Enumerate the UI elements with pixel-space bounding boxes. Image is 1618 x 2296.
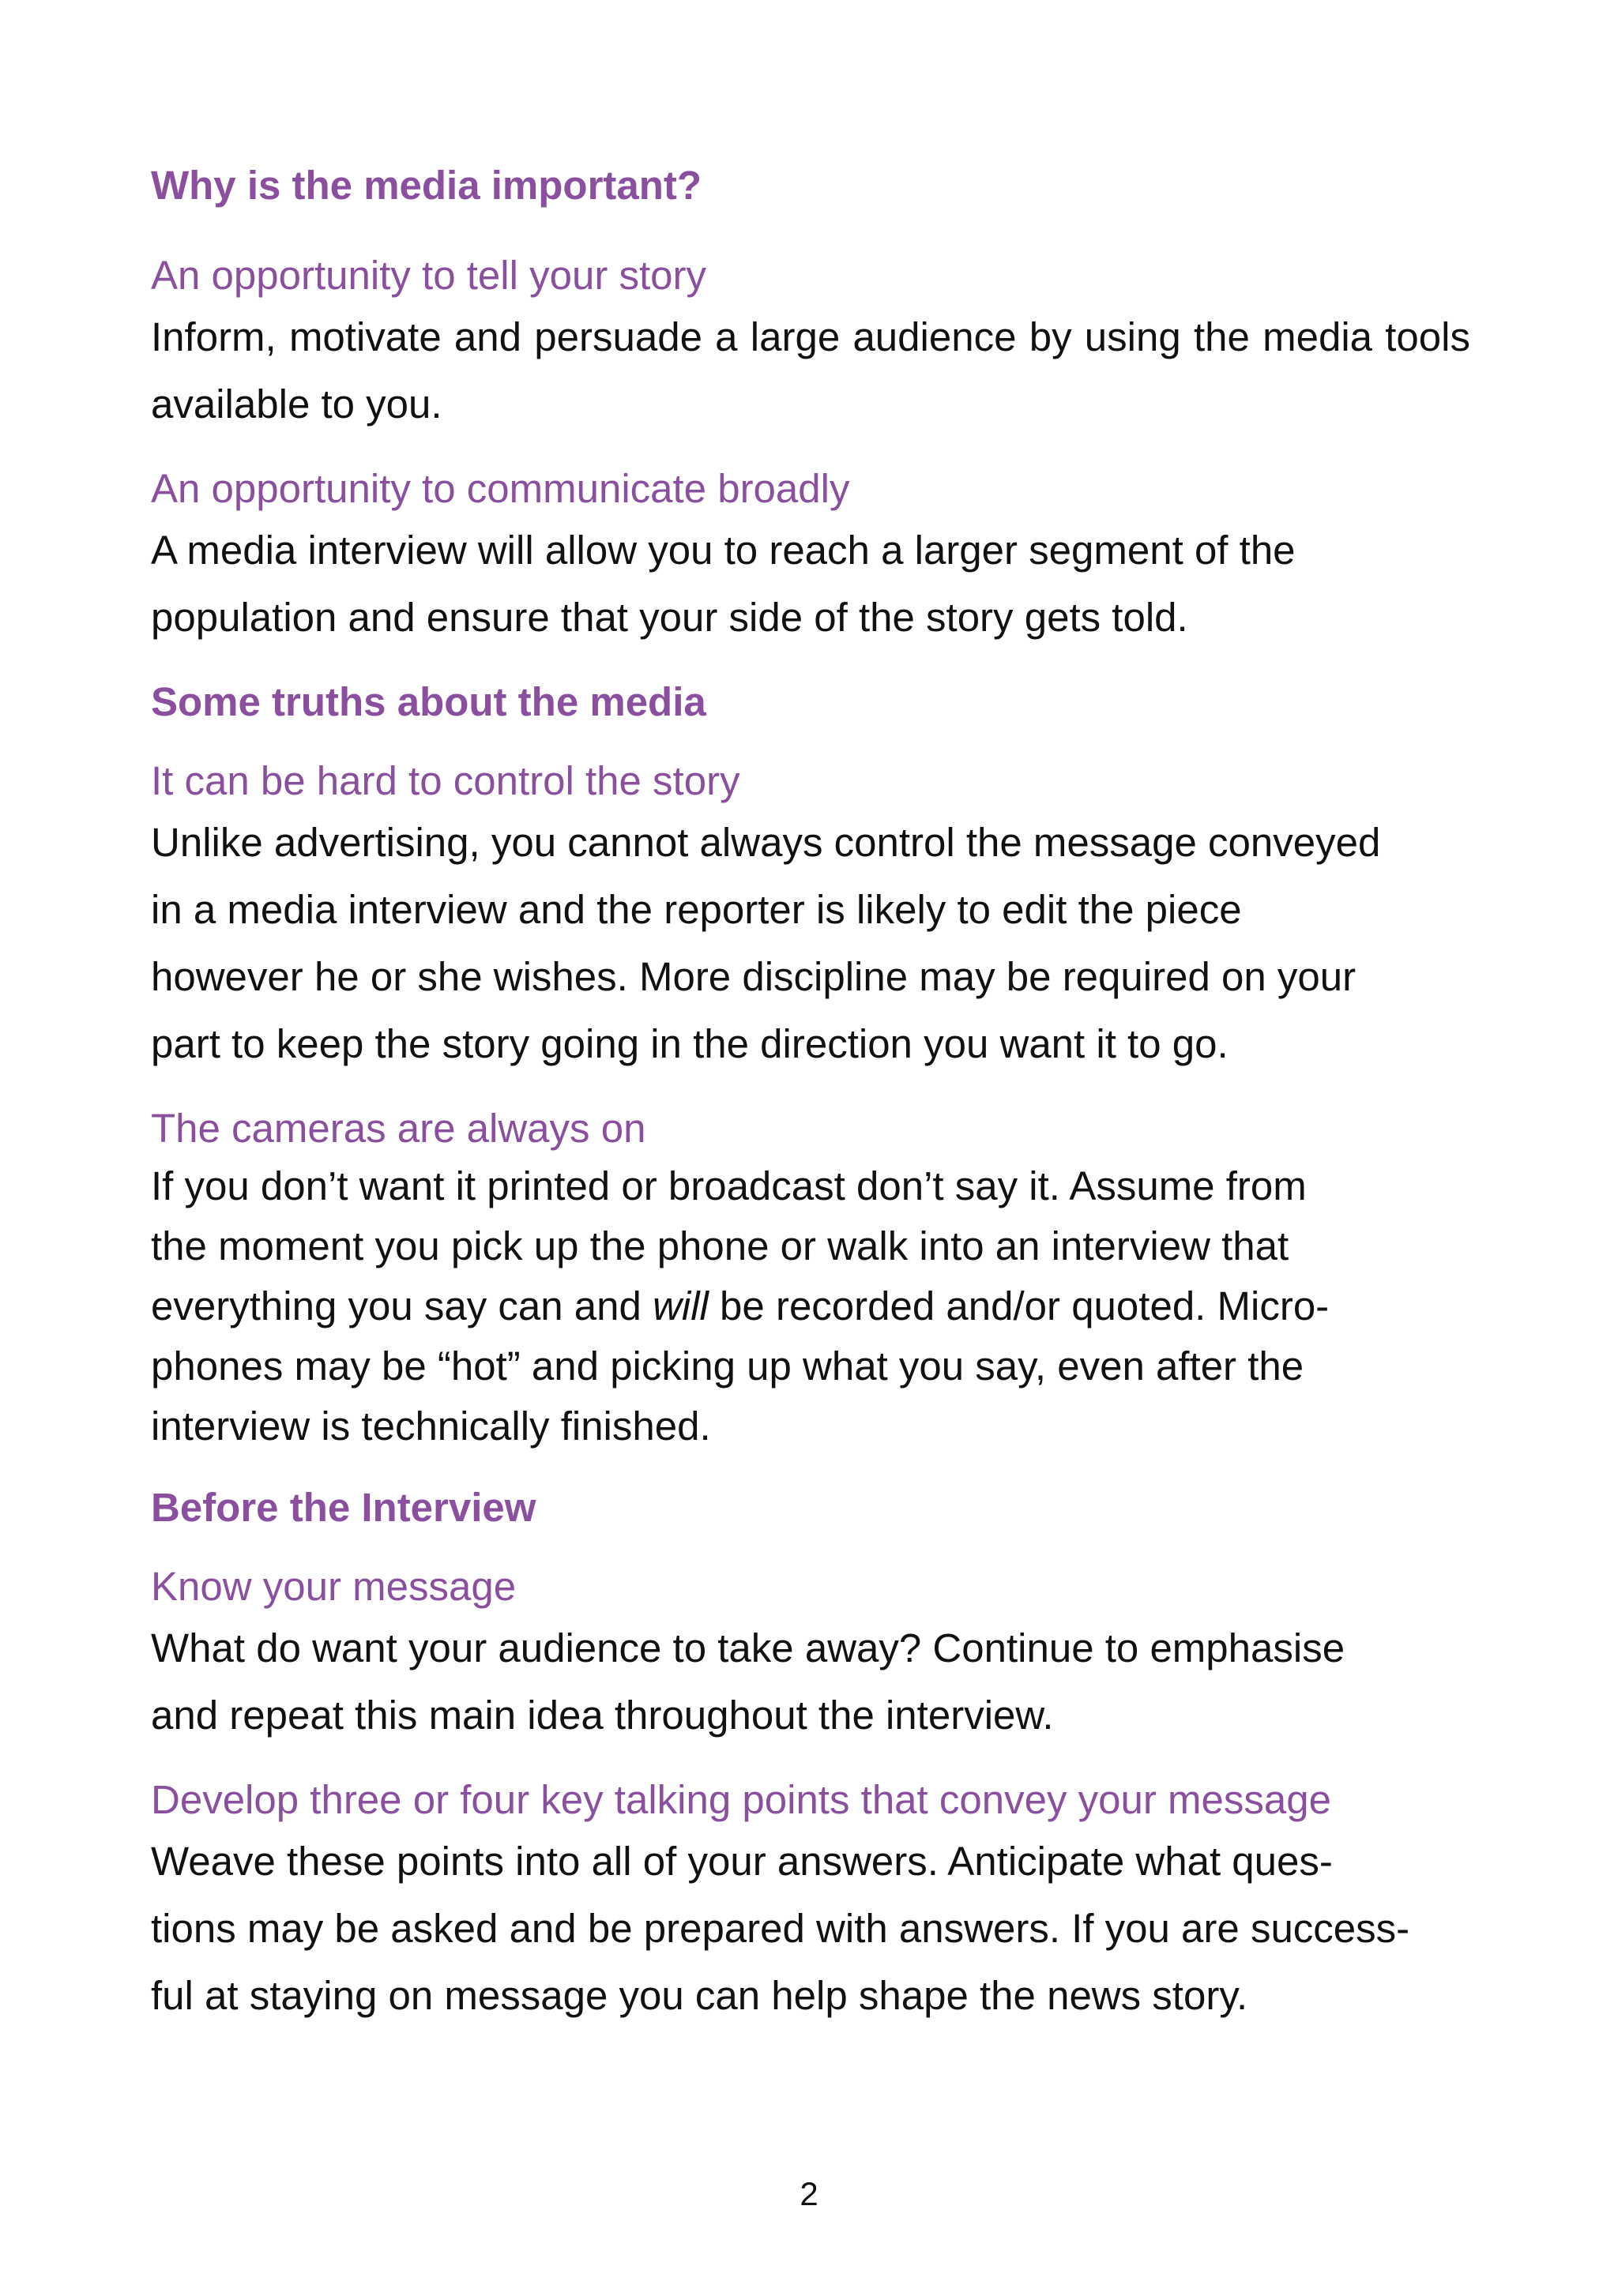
subheading-communicate-broadly: An opportunity to communicate broadly bbox=[151, 466, 850, 511]
subheading-cameras-always-on: The cameras are always on bbox=[151, 1106, 646, 1151]
section-heading-truths-about-media: Some truths about the media bbox=[151, 679, 706, 724]
subheading-key-talking-points: Develop three or four key talking points that convey your message bbox=[151, 1777, 1331, 1822]
subheading-tell-your-story: An opportunity to tell your story bbox=[151, 253, 707, 298]
text-line: A media interview will allow you to reach a larger segment of the bbox=[151, 528, 1296, 573]
text-line: the moment you pick up the phone or walk into an interview that bbox=[151, 1223, 1289, 1268]
paragraph-control-the-story bbox=[151, 809, 1470, 1077]
text-line: tions may be asked and be prepared with answers. If you are success- bbox=[151, 1906, 1410, 1951]
subheading-know-your-message: Know your message bbox=[151, 1564, 517, 1609]
text-line: population and ensure that your side of the story gets told. bbox=[151, 595, 1188, 640]
paragraph-cameras-always-on bbox=[151, 1156, 1470, 1456]
text-run: everything you say can and bbox=[151, 1283, 653, 1328]
document-page bbox=[151, 158, 1470, 2029]
text-run: be recorded and/or quoted. Micro- bbox=[708, 1283, 1330, 1328]
text-line: interview is technically finished. bbox=[151, 1404, 711, 1449]
text-line: however he or she wishes. More discipline may be required on your bbox=[151, 954, 1356, 999]
paragraph-know-your-message bbox=[151, 1614, 1470, 1749]
subheading-control-the-story: It can be hard to control the story bbox=[151, 758, 740, 803]
text-line bbox=[151, 1283, 1329, 1328]
text-line: phones may be “hot” and picking up what you say, even after the bbox=[151, 1343, 1304, 1388]
text-line: in a media interview and the reporter is likely to edit the piece bbox=[151, 887, 1242, 932]
paragraph-key-talking-points bbox=[151, 1828, 1470, 2029]
section-heading-why-media-important: Why is the media important? bbox=[151, 163, 702, 208]
text-line: part to keep the story going in the direction you want it to go. bbox=[151, 1021, 1229, 1066]
emphasis-will: will bbox=[653, 1283, 709, 1328]
text-line: What do want your audience to take away? Continue to emphasise bbox=[151, 1625, 1345, 1670]
section-heading-before-interview: Before the Interview bbox=[151, 1485, 536, 1530]
page-number: 2 bbox=[800, 2175, 818, 2212]
text-line: ful at staying on message you can help shape the news story. bbox=[151, 1973, 1248, 2018]
text-line: and repeat this main idea throughout the interview. bbox=[151, 1693, 1054, 1738]
text-line: Weave these points into all of your answers. Anticipate what ques- bbox=[151, 1839, 1333, 1884]
text-line: If you don’t want it printed or broadcast don’t say it. Assume from bbox=[151, 1163, 1307, 1208]
paragraph-tell-your-story: Inform, motivate and persuade a large audience by using the media tools available to you. bbox=[151, 314, 1470, 427]
text-line: Unlike advertising, you cannot always control the message conveyed bbox=[151, 820, 1381, 865]
paragraph-communicate-broadly bbox=[151, 517, 1470, 651]
